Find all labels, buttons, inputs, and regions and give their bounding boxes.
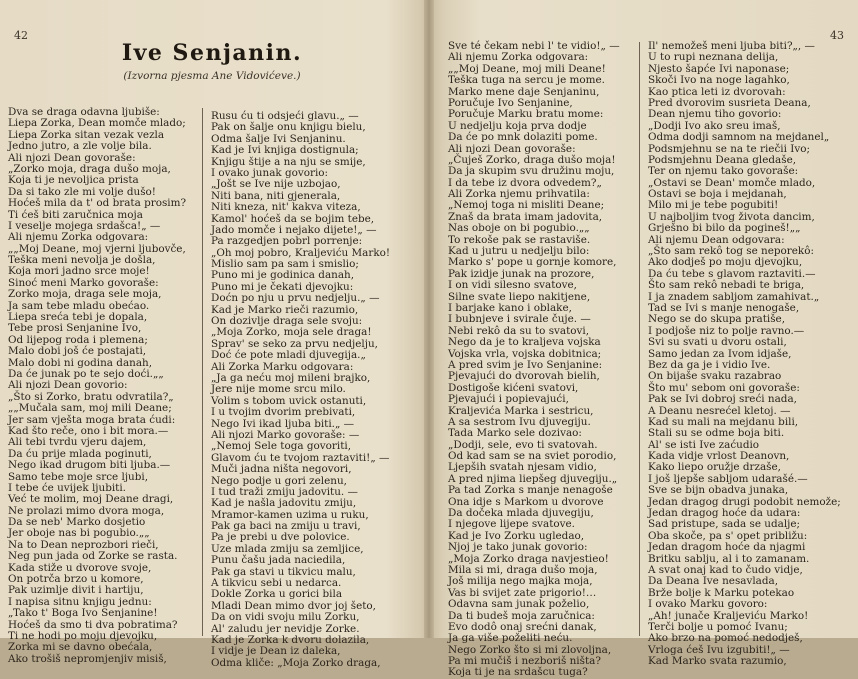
poem-line: Da Deana Ive nesavlada, [648, 575, 779, 588]
poem-line: Nebi rekô da su to svatovi, [448, 324, 590, 337]
poem-line: I ovako Marku govoro: [648, 598, 768, 611]
poem-line: Volim s tobom uvick ostanuti, [211, 394, 367, 407]
poem-line: Da ću tebe s glavom raztaviti.— [648, 267, 816, 280]
poem-line: I vidje je Dean iz daleka, [211, 645, 341, 658]
poem-line: I napisa sitnu knjigu jednu: [8, 595, 152, 608]
column-divider [202, 108, 203, 636]
poem-line: Doćn po nju u prvu nedjelju.„ — [211, 292, 380, 305]
poem-line: On bijaše svaku razabrao [648, 370, 782, 383]
poem-line: Njesto šapće Ivi naponase; [648, 62, 790, 75]
poem-line: Glavom ću te tvojom raztaviti!„ — [211, 451, 390, 464]
poem-line: U najboljim tvog života dancim, [648, 210, 815, 223]
right-column-2 [648, 40, 841, 668]
poem-line: Da ja skupim svu družinu moju, [448, 165, 615, 178]
poem-line: Kad su mali na mejdanu bili, [648, 415, 799, 428]
left-column-1 [8, 107, 198, 665]
poem-line: Ali njozi Dean govoraše: [8, 151, 136, 164]
poem-line: Marko mene daje Senjaninu, [448, 85, 600, 98]
poem-line: Tad se Ivi s manje nenogaše, [648, 301, 800, 314]
poem-line: Oba skoče, pa s' opet približu: [648, 529, 808, 542]
poem-line: Kad Marko svata razumio, [648, 655, 787, 668]
poem-line: Skoči Ivo na noge lagahko, [648, 74, 790, 87]
poem-line: I veselje mojega srdašca!„ — [8, 219, 161, 232]
poem-line: Vojska vrla, vojska dobitnica; [448, 347, 602, 360]
poem-line: Jado momče i nejako dijete!„ — [211, 223, 377, 236]
poem-line: Al' zaludu jer nevidje Zorke. [211, 622, 360, 635]
poem-line: Ali Zorka Marku odgovara: [211, 360, 354, 373]
poem-line: I tud traži zmiju jadovitu. — [211, 485, 358, 498]
poem-line: Ako trošiš nepromjenjiv misiš, [8, 652, 167, 665]
poem-line: „Ostavi se Dean' momče mlado, [648, 176, 816, 189]
poem-line: A tikvicu sebi u nedarca. [211, 577, 342, 590]
poem-title: Ive Senjanin. [121, 40, 303, 66]
poem-line: Ali njozi Marko govoraše: — [211, 428, 360, 441]
poem-line: Ako dodješ po moju djevojku, [648, 256, 803, 269]
poem-line: Ali njozi Dean govorio: [8, 379, 128, 392]
poem-line: Već te molim, moj Deane dragi, [8, 493, 174, 506]
poem-line: Malo dobi još će postajati, [8, 345, 147, 358]
poem-line: Mila si mi, draga dušo moja, [448, 563, 598, 576]
poem-line: Jedno jutro, a zle volje bila. [8, 140, 152, 153]
poem-line: Malo dobi ni godina danah, [8, 356, 153, 369]
poem-line: Jer sam vješta moga brata ćudi: [8, 413, 176, 426]
poem-line: Da ću prije mlada poginuti, [8, 447, 152, 460]
poem-line: Dostigoše kićeni svatovi, [448, 381, 579, 394]
poem-line: Pak ga stavi u tikvicu malu, [211, 565, 356, 578]
poem-line: „„Moj Deane, moj mili Deane! [448, 62, 606, 75]
poem-line: Što sam rekô nebadi te briga, [648, 279, 805, 292]
poem-line: Ne prolazi mimo dvora moga, [8, 504, 165, 517]
poem-line: Stali su se odme boja biti. [648, 427, 785, 440]
poem-line: Mramor-kamen uzima u ruku, [211, 508, 369, 521]
poem-line: Sad pristupe, sada se udalje; [648, 518, 801, 531]
poem-line: Da ti budeš moja zaručnica: [448, 609, 595, 622]
poem-line: Liepa sreća tebi je dopala, [8, 311, 148, 324]
poem-line: Kada vidje vrlost Deanovn, [648, 450, 790, 463]
poem-line: On dozivlje draga sele svoju: [211, 315, 363, 328]
poem-line: Da će po mnk dolaziti pome. [448, 131, 598, 144]
poem-line: Ostavi se boja i mejdanah, [648, 188, 787, 201]
poem-line: A svat onaj kad to čudo vidje, [648, 563, 803, 576]
poem-line: Koja ti je na srdašcu tuga? [448, 666, 588, 679]
poem-subtitle: (Izvorna pjesma Ane Vidovićeve.) [123, 70, 301, 82]
poem-line: Puno mi je čekati djevojku: [211, 280, 354, 293]
poem-line: I ja znadem sabljom zamahivat.„ [648, 290, 820, 303]
left-page [0, 0, 424, 669]
poem-line: Samo jedan za Ivom idjaše, [648, 347, 792, 360]
poem-line: Nego da je to kraljeva vojska [448, 336, 601, 349]
poem-line: I da tebe iz dvora odvedem?„ [448, 176, 602, 189]
poem-line: Dean njemu tiho govorio: [648, 108, 782, 121]
poem-line: U nedjelju koja prva dodje [448, 119, 587, 132]
poem-line: Odma dodji samnom na mejdanel„ [648, 131, 830, 144]
right-page [434, 0, 858, 679]
poem-line: Teška meni nevolja je došla, [8, 254, 156, 267]
poem-line: Jedan dragog hoće da udara: [648, 507, 801, 520]
poem-line: Kad je našla jadovitu zmiju, [211, 497, 357, 510]
poem-line: Marko s' pope u gornje komore, [448, 256, 617, 269]
poem-line: Sve té čekam nebi l' te vidio!„ — [448, 40, 620, 52]
poem-line: Od kad sam se na sviet porodio, [448, 450, 617, 463]
poem-line: I podjoše niz to polje ravno.— [648, 324, 805, 337]
poem-line: Poručuje Marku bratu mome: [448, 108, 604, 121]
poem-line: Uze mlada zmiju sa zemljice, [211, 542, 364, 555]
poem-line: „Moja Zorko, moja sele draga! [211, 326, 372, 339]
poem-line: Zorko moja, draga sele moja, [8, 288, 162, 301]
poem-line: Tebe prosi Senjanine Ivo, [8, 322, 142, 335]
poem-line: Kad je Zorka k dvoru dolazila, [211, 633, 370, 646]
poem-line: Da dočeka mlada djuvegiju, [448, 507, 594, 520]
poem-line: Ja sam tebe mladu obećao. [8, 299, 150, 312]
poem-line: Liepa Zorka sitan vezak vezla [8, 128, 165, 141]
poem-line: Na to Dean neprozbori rieči, [8, 538, 159, 551]
poem-line: „Nemoj toga ni misliti Deane; [448, 199, 605, 212]
poem-line: „„Mučala sam, moj mili Deane; [8, 402, 172, 415]
poem-line: I barjake kano i oblake, [448, 301, 572, 314]
poem-line: Koja mori jadno srce moje! [8, 265, 150, 278]
poem-line: Nego se do skupa pratiše, [648, 313, 786, 326]
poem-line: Kad u jutru u nedjelju bilo: [448, 245, 590, 258]
poem-line: Kad je Ivi knjiga dostignula; [211, 144, 359, 157]
poem-line: I bubnjeve i svirale čuje. — [448, 313, 591, 326]
poem-line: Muči jadna ništa negovori, [211, 463, 352, 476]
poem-line: Zorka mi se davno obećala, [8, 641, 153, 654]
poem-line: Mladi Dean mimo dvor joj šeto, [211, 599, 376, 612]
poem-line: Kao ptica leti iz dvorovah: [648, 85, 786, 98]
poem-line: Pa razgedjen pobrl porrenje: [211, 235, 363, 248]
poem-line: On potrča brzo u komore, [8, 573, 144, 586]
poem-line: Odavna sam junak poželio, [448, 598, 590, 611]
poem-line: Doć će pote mladi djuvegija.„ [211, 349, 366, 362]
poem-line: Tada Marko sele dozivao: [448, 427, 582, 440]
poem-line: Jere nije mome srcu milo. [211, 383, 346, 396]
poem-line: Od lijepog roda i plemena; [8, 333, 148, 346]
poem-line: Hoćeš da smo ti dva pobratima? [8, 618, 178, 631]
poem-line: Evo dodô onaj srećni danak, [448, 620, 597, 633]
poem-line: Kad je Ivo Zorku ugledao, [448, 529, 585, 542]
poem-line: „Nemoj Sele toga govoriti, [211, 440, 352, 453]
poem-line: Kad je Marko rieči razumio, [211, 303, 359, 316]
poem-line: To rekoše pak se rastaviše. [448, 233, 591, 246]
poem-line: Podsmjehnu Deana gledaše, [648, 153, 797, 166]
poem-line: „Tako t' Boga Ivo Senjanine! [8, 607, 158, 620]
poem-line: Rusu ću ti odsjeći glavu.„ — [211, 110, 359, 122]
poem-line: Liepa Zorka, Dean momče mlado; [8, 117, 186, 130]
poem-line: I on vidi silesno svatove, [448, 279, 577, 292]
poem-line: I tebe će uvijek ljubiti. [8, 481, 126, 494]
poem-line: Jedan dragog drugi podobit nemože; [648, 495, 841, 508]
book-gutter [424, 0, 434, 638]
poem-line: Niti kneza, nit' kakva viteza, [211, 201, 361, 214]
page-number-right: 43 [830, 29, 844, 42]
poem-line: Ti ćeš biti zaručnica moja [8, 208, 143, 221]
poem-line: „Moja Zorko draga navjestieo! [448, 552, 609, 565]
poem-line: Pjevajući do dvorovah bielih, [448, 370, 600, 383]
poem-line: A pred njima liepšeg djuvegiju.„ [448, 472, 618, 485]
poem-line: Da on vidi svoju milu Zorku, [211, 611, 360, 624]
poem-line: Kad što reče, ono i bit mora.— [8, 424, 169, 437]
poem-line: „Ja ga neću moj mileni brajko, [211, 371, 371, 384]
poem-line: „Jošt se Ive nije uzbojao, [211, 178, 341, 191]
poem-line: Kada stiže u dvorove svoje, [8, 561, 152, 574]
poem-line: Nego ikad drugom biti ljuba.— [8, 459, 171, 472]
poem-line: Poručuje Ivo Senjanine, [448, 96, 573, 109]
poem-line: Ona idje s Markom u dvorove [448, 495, 604, 508]
poem-line: Još milija nego majka moja, [448, 575, 593, 588]
poem-line: Terči bolje u pomoć Ivanu; [648, 620, 788, 633]
poem-line: Dva se draga odavna ljubiše: [8, 106, 160, 118]
poem-line: Koja ti je nevoljica prista [8, 174, 139, 187]
poem-line: A Deanu nesrećel kletoj. — [648, 404, 791, 417]
poem-line: Pa tad Zorka s manje nenagoše [448, 484, 613, 497]
poem-line: Nego Ivi ikad ljuba biti.„ — [211, 417, 355, 430]
poem-line: Grješno bi bilo da pogineš!„„ [648, 222, 801, 235]
poem-line: Odma kliče: „Moja Zorko draga, [211, 656, 381, 669]
poem-line: „Zorko moja, draga dušo moja, [8, 162, 171, 175]
poem-line: Pak on šalje onu knjigu bielu, [211, 121, 366, 134]
poem-line: Il' nemožeš meni ljuba biti?„, — [648, 40, 815, 52]
poem-line: Neg pun jada od Zorke se rasta. [8, 550, 178, 563]
poem-line: Pa je prebi u dve polovice. [211, 531, 350, 544]
poem-line: Svi su svati u dvoru ostali, [648, 336, 787, 349]
poem-line: „Oh moj pobro, Kraljeviću Marko! [211, 246, 391, 259]
poem-line: Pa mi mučiš i nezboriš ništa? [448, 655, 601, 668]
poem-line: Kako liepo oružje drzaše, [648, 461, 781, 474]
poem-line: „Što sam rekô tog se neporekô: [648, 245, 814, 258]
poem-line: Ako brzo na pomoć nedodješ, [648, 632, 803, 645]
poem-line: Kamol' hoćeš da se bojim tebe, [211, 212, 375, 225]
poem-line: Ali tebi tvrdu vjeru dajem, [8, 436, 147, 449]
poem-line: Sprav' se seko za prvu nedjelju, [211, 337, 378, 350]
poem-line: Hoćeš mila da t' od brata prosim? [8, 197, 187, 210]
column-divider [639, 42, 640, 636]
poem-line: Sve se bijn obadva junaka, [648, 484, 789, 497]
poem-line: Puno mi je godinica danah, [211, 269, 355, 282]
poem-line: „Dodji Ivo ako sreu imaš, [648, 119, 781, 132]
poem-line: Nego podje u gori zelenu, [211, 474, 347, 487]
poem-line: Pak izidje junak na prozore, [448, 267, 595, 280]
poem-line: „Što si Zorko, bratu odvratila?„ [8, 390, 174, 403]
poem-line: Pjevajući i popievajući, [448, 393, 569, 406]
poem-line: Jedan dragom hoće da njagmi [648, 541, 806, 554]
poem-line: Odma šalje Ivi Senjaninu. [211, 132, 346, 145]
poem-line: Da si tako zle mi volje dušo! [8, 185, 156, 198]
poem-line: „Čuješ Zorko, draga dušo moja! [448, 153, 616, 166]
poem-line: „„Moj Deane, moj vjerni ljubovče, [8, 242, 186, 255]
poem-line: Pak uzimlje divit i hartiju, [8, 584, 144, 597]
poem-line: Pred dvorovim susrieta Deana, [648, 96, 811, 109]
poem-line: Niti bana, niti gjenerala, [211, 189, 341, 202]
poem-line: Ter on njemu tako govoraše: [648, 165, 799, 178]
poem-line: Znaš da brata imam jadovita, [448, 210, 603, 223]
poem-line: Nas oboje on bi pogubio.„„ [448, 222, 590, 235]
poem-line: Da će junak po te sejo doći.„„ [8, 367, 164, 380]
poem-line: I ovako junak govorio: [211, 166, 329, 179]
poem-line: Mislio sam pa sam i smislio; [211, 258, 359, 271]
poem-line: Ali njemu Zorka odgovara: [448, 51, 589, 64]
poem-line: Da se neb' Marko dosjetio [8, 516, 146, 529]
poem-line: „Dodji, sele, evo ti svatovah. [448, 438, 598, 451]
poem-line: Ali njemu Dean odgovara: [648, 233, 785, 246]
poem-line: U to rupi neznana delija, [648, 51, 779, 64]
poem-line: „Ah! junače Kraljeviću Marko! [648, 609, 809, 622]
poem-line: Ali njemu Zorka odgovara: [8, 231, 149, 244]
poem-line: Vas bi svijet zate prigorio!… [448, 586, 597, 599]
poem-line: Ali Zorka njemu prihvatila: [448, 188, 590, 201]
poem-line: Ti ne hodi po moju djevojku, [8, 629, 158, 642]
poem-line: Pak ga baci na zmiju u travi, [211, 520, 361, 533]
left-column-2 [211, 111, 401, 669]
poem-line: Što mu' sebom oni govoraše: [648, 381, 800, 394]
poem-line: Knjigu štije a na nju se smije, [211, 155, 366, 168]
poem-line: Ljepših svatah njesam vidio, [448, 461, 597, 474]
page-number-left: 42 [14, 29, 28, 42]
poem-line: Milo mi je tebe pogubiti! [648, 199, 779, 212]
poem-line: Ja ga više poželiti neću. [448, 632, 573, 645]
poem-line: Al' se isti Ive zaćudio [648, 438, 760, 451]
poem-line: Podsmjehnu se na te riečii Ivo; [648, 142, 810, 155]
poem-line: A sa sestrom Ivu djuvegiju. [448, 415, 591, 428]
poem-line: Dokle Zorka u gorici bila [211, 588, 343, 601]
poem-line: Vrloga ćeš Ivu izgubiti!„ — [648, 643, 790, 656]
poem-line: Kraljevića Marka i sestricu, [448, 404, 594, 417]
poem-line: Britku sablju, al i to zamanam. [648, 552, 810, 565]
poem-line: Sinoć meni Marko govoraše: [8, 276, 159, 289]
poem-line: Jer oboje nas bi pogubio.„„ [8, 527, 150, 540]
poem-line: Punu čašu jada naciedila, [211, 554, 346, 567]
poem-line: Pak se Ivi dobroj sreći nada, [648, 393, 797, 406]
right-column-1 [448, 41, 638, 679]
poem-line: Samo tebe moje srce ljubi, [8, 470, 149, 483]
poem-line: Bez da ga je i vidio Ive. [648, 358, 771, 371]
poem-line: Brže bolje k Marku potekao [648, 586, 795, 599]
poem-line: Teška tuga na sercu je mome. [448, 74, 605, 87]
poem-line: I još ljepše sabljom udarašé.— [648, 472, 808, 485]
poem-line: Ali njozi Dean govoraše: [448, 142, 576, 155]
poem-line: I u tvojim dvorim prebivati, [211, 406, 356, 419]
poem-line: A pred svim je Ivo Senjanine: [448, 358, 603, 371]
poem-line: Nego Zorko što si mi zlovoljna, [448, 643, 612, 656]
poem-line: Silne svate liepo nakitjene, [448, 290, 591, 303]
poem-line: Njoj je tako junak govorio: [448, 541, 588, 554]
poem-line: I njegove lijepe svatove. [448, 518, 575, 531]
